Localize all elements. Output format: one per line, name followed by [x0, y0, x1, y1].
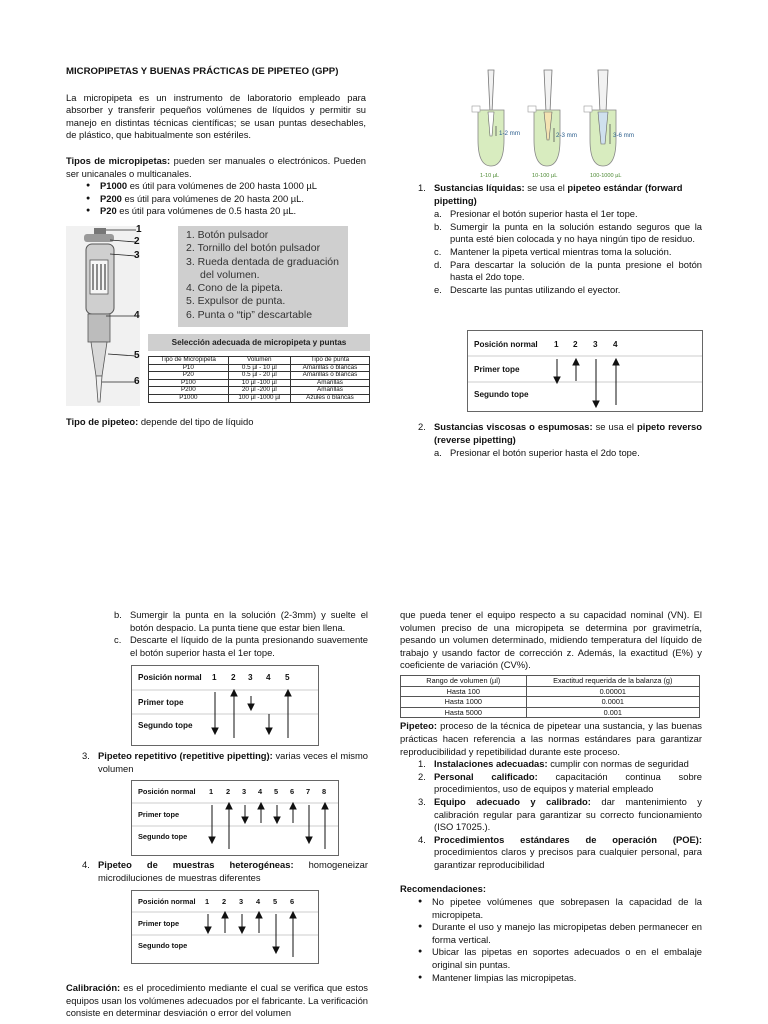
column-header: Volumen [228, 357, 290, 365]
repetitive-pipetting-diagram [131, 780, 339, 856]
repetitive-item [82, 750, 368, 775]
tipo-pipeteo-paragraph [66, 416, 366, 429]
row-label: Posición normal [138, 897, 196, 906]
item-number: 2. [418, 770, 426, 782]
row-label: Primer tope [138, 919, 180, 928]
table-cell: 0.00001 [526, 686, 699, 697]
table-cell: 20 µl -200 µl [228, 387, 290, 395]
table-cell: P10 [149, 364, 229, 372]
part-item: 3. Rueda dentada de graduación [186, 255, 339, 268]
table-cell: Hasta 100 [401, 686, 527, 697]
item-text: varias veces el mismo volumen [98, 750, 368, 774]
left-bottom-column [114, 609, 368, 659]
pipeteo-label: Pipeteo: [400, 720, 437, 732]
item-number: 3. [418, 795, 426, 807]
tipos-text: pueden ser manuales o electrónicos. Pueden ser unicanales o multicanales. [66, 154, 366, 179]
list-item [418, 896, 702, 921]
tipo-pipeteo-label: Tipo de pipeteo: [66, 416, 139, 427]
step-letter: b. [434, 220, 442, 232]
table-cell: Hasta 5000 [401, 707, 527, 718]
callout-number: 1 [136, 224, 142, 235]
table-header-row [401, 675, 700, 686]
step-number: 5 [273, 897, 278, 906]
list-item [418, 921, 702, 946]
heterogeneous-pipetting-diagram [131, 890, 319, 964]
recommendation-text: ● No pipetee volúmenes que sobrepasen la capacidad de la micropipeta. [432, 896, 702, 920]
item-bold: Pipeteo repetitivo (repetitive pipetting): [98, 750, 273, 761]
item-text: se usa el [524, 182, 568, 193]
item-text: cumplir con normas de seguridad [547, 758, 689, 770]
step-number: 1 [209, 787, 214, 796]
list-item [434, 447, 702, 460]
item-number: 4. [82, 859, 90, 870]
tubes-illustration [462, 66, 638, 170]
selection-table [148, 356, 370, 403]
step-text: Mantener la pipeta vertical mientras toma la solución. [450, 245, 672, 257]
tubes-figure [462, 66, 638, 178]
bullet-bold: P200 [100, 192, 122, 204]
callout-number: 3 [134, 250, 140, 261]
tube-depth-label: 3-6 mm [613, 132, 634, 139]
list-item [418, 771, 702, 796]
item-number: 1. [418, 182, 426, 193]
table-cell: P20 [149, 372, 229, 380]
tipo-pipeteo-text: depende del tipo de líquido [138, 416, 254, 427]
step-number: 2 [231, 673, 236, 682]
bullet-bold: P1000 [100, 180, 128, 192]
item-text: procedimientos claros y precisos para cualquier personal, para garantizar reproducibilidad [434, 846, 702, 870]
part-item: 4. Cono de la pipeta. [186, 282, 283, 295]
forward-steps [434, 208, 702, 296]
step-number: 3 [239, 897, 244, 906]
reverse-steps [434, 447, 702, 460]
list-item-reverse-pipetting [418, 421, 702, 446]
right-top-column [418, 182, 702, 296]
item-bold: Procedimientos estándares de operación (POE): [434, 833, 702, 845]
left-top-column [66, 66, 366, 218]
item-text: dar mantenimiento y calibración regular para garantizar su correcto funcionamiento (ISO 17025.). [434, 795, 702, 833]
table-row [401, 686, 700, 697]
list-item [86, 180, 366, 193]
tipos-paragraph [66, 155, 366, 180]
pipette-figure [66, 226, 140, 406]
callout-number: 4 [134, 310, 140, 321]
step-number: 2 [222, 897, 227, 906]
part-item: del volumen. [200, 268, 260, 281]
item-number: 3. [82, 750, 90, 761]
step-number: 3 [593, 340, 598, 349]
step-letter: c. [434, 245, 442, 257]
step-number: 4 [256, 897, 261, 906]
pipeteo-paragraph [400, 720, 702, 758]
step-text: Descarte el líquido de la punta presionando suavemente el botón superior hasta el 1er tope. [130, 634, 368, 658]
item-bold: Personal calificado: [434, 770, 538, 782]
table-cell: P100 [149, 379, 229, 387]
item-bold: Sustancias líquidas: [434, 182, 525, 193]
pipeteo-text: proceso de la técnica de pipetear una sustancia, y las buenas prácticas hacen referencia a las normas estándares para garantizar reproducibilidad y repetibilidad durante este proceso. [400, 720, 702, 757]
column-header: Exactitud requerida de la balanza (g) [526, 675, 699, 686]
column-header: Tipo de Micropipeta [149, 357, 229, 365]
step-letter: c. [114, 634, 122, 646]
callout-number: 6 [134, 376, 140, 387]
page-title: MICROPIPETAS Y BUENAS PRÁCTICAS DE PIPETEO (GPP) [66, 66, 339, 77]
table-cell: P200 [149, 387, 229, 395]
item-bold: Sustancias viscosas o espumosas: [434, 421, 593, 432]
list-item [418, 972, 702, 985]
step-number: 2 [573, 340, 578, 349]
part-item: 1. Botón pulsador [186, 229, 269, 241]
row-label: Posición normal [474, 340, 538, 349]
table-row [149, 394, 370, 402]
list-item [434, 259, 702, 284]
table-cell: Azules o blancas [290, 394, 369, 402]
item-bold: pipeteo estándar (forward pipetting) [434, 182, 683, 206]
item-number: 4. [418, 833, 426, 845]
recommendations-list [418, 896, 702, 984]
step-letter: a. [434, 208, 442, 220]
item-bold: Equipo adecuado y calibrado: [434, 795, 591, 807]
list-item [418, 796, 702, 834]
tipos-label: Tipos de micropipetas: [66, 154, 171, 166]
list-item-heterogeneous-pipetting [82, 859, 368, 884]
column-header: Tipo de punta [290, 357, 369, 365]
recommendation-text: ● Durante el uso y manejo las micropipetas deben permanecer en forma vertical. [432, 921, 702, 945]
step-number: 7 [306, 787, 311, 796]
row-label: Primer tope [138, 810, 180, 819]
callout-number: 2 [134, 236, 140, 247]
step-text: Para descartar la solución de la punta presione el botón hasta el 2do tope. [450, 258, 702, 283]
step-number: 1 [554, 340, 559, 349]
list-item [418, 834, 702, 872]
table-cell: Amarillas [290, 379, 369, 387]
table-cell: Amarillas o blancas [290, 372, 369, 380]
table-cell: Hasta 1000 [401, 697, 527, 708]
item-bold: pipeto reverso (reverse pipetting) [434, 421, 702, 445]
bullet-text: es útil para volúmenes de 200 hasta 1000 µL [127, 180, 318, 192]
right-top-column-2 [418, 421, 702, 460]
step-number: 8 [322, 787, 327, 796]
callout-number: 5 [134, 350, 140, 361]
row-label: Segundo tope [138, 721, 193, 730]
table-cell: 10 µl -100 µl [228, 379, 290, 387]
step-letter: b. [114, 609, 122, 620]
tube-range-label: 10-100 µL [532, 173, 558, 179]
step-number: 5 [274, 787, 279, 796]
recommendations-title: Recomendaciones: [400, 883, 486, 895]
balance-accuracy-table [400, 675, 700, 718]
step-letter: d. [434, 258, 442, 270]
heterogeneous-item [82, 859, 368, 884]
tube-depth-label: 2-3 mm [556, 132, 577, 139]
list-item [434, 221, 702, 246]
selection-table-title: Selección adecuada de micropipeta y puntas [148, 334, 370, 351]
list-item [434, 208, 702, 221]
step-number: 4 [613, 340, 618, 349]
table-cell: 0.0001 [526, 697, 699, 708]
list-item-repetitive-pipetting [82, 750, 368, 775]
list-item [434, 284, 702, 297]
table-cell: 0.001 [526, 707, 699, 718]
row-label: Posición normal [138, 673, 202, 682]
step-number: 5 [285, 673, 290, 682]
step-number: 3 [248, 673, 253, 682]
step-number: 1 [212, 673, 217, 682]
calibration-paragraph [66, 982, 368, 1020]
item-number: 2. [418, 421, 426, 432]
list-item [434, 246, 702, 259]
tube-range-label: 100-1000 µL [590, 173, 622, 179]
item-text: homogeneizar microdiluciones de muestras diferentes [98, 859, 368, 883]
pipette-type-list [86, 180, 366, 218]
row-label: Segundo tope [138, 941, 188, 950]
tube-depth-label: 1-2 mm [499, 130, 520, 137]
item-bold: Pipeteo de muestras heterogéneas: [98, 859, 294, 870]
step-number: 2 [226, 787, 231, 796]
list-item-forward-pipetting [418, 182, 702, 207]
pipette-illustration [66, 226, 140, 406]
item-text: capacitación continua sobre procedimientos, uso de equipos y material empleado [434, 770, 703, 795]
list-item [418, 758, 702, 771]
calibration-text: es el procedimiento mediante el cual se verifica que estos equipos usan los volúmenes adecuados por el fabricante. La verificación consiste en determinar desviación o error del volumen [66, 982, 368, 1019]
step-text: Sumergir la punta en la solución (2-3mm) y suelte el botón despacio. La punta tiene que estar bien llena. [130, 609, 368, 633]
item-number: 1. [418, 758, 426, 770]
step-text: Presionar el botón superior hasta el 1er tope. [450, 208, 638, 220]
item-bold: Instalaciones adecuadas: [434, 758, 548, 770]
intro-paragraph: La micropipeta es un instrumento de laboratorio empleado para absorber y transferir pequeños volúmenes de líquidos y permitir su manejo en distintas técnicas científicas; se usan puntas desechables, de plástico, que habitualmente son estériles. [66, 91, 366, 141]
column-header: Rango de volumen (µl) [401, 675, 527, 686]
list-item [114, 609, 368, 634]
part-item: 2. Tornillo del botón pulsador [186, 242, 321, 255]
bullet-text: es útil para volúmenes de 20 hasta 200 µL. [121, 192, 304, 204]
part-item: 5. Expulsor de punta. [186, 295, 286, 308]
step-number: 1 [205, 897, 210, 906]
parts-list-box [178, 226, 348, 327]
step-number: 6 [290, 787, 295, 796]
calibration-continued: que pueda tener el equipo respecto a su capacidad nominal (VN). El volumen preciso de una micropipeta se determina por gravimetría, pesando un volumen determinado, midiendo temperatura del líquido de trabajo y usando factor de corrección z. Además, la exactitud (E%) y coeficiente de variación (CV%). [400, 609, 702, 671]
recommendation-text: ● Mantener limpias las micropipetas. [432, 971, 577, 983]
right-bottom-column [400, 609, 702, 984]
list-item [114, 634, 368, 659]
table-cell: P1000 [149, 394, 229, 402]
table-cell: Amarillas o blancas [290, 364, 369, 372]
row-label: Posición normal [138, 787, 196, 796]
step-text: Sumergir la punta en la solución estando seguros que la punta esté bien colocada y no haya ningún tipo de residuo. [450, 220, 702, 245]
part-item: 6. Punta o “tip” descartable [186, 308, 313, 321]
bullet-text: es útil para volúmenes de 0.5 hasta 20 µL. [116, 205, 297, 217]
good-practices-list [418, 758, 702, 871]
step-number: 6 [290, 897, 295, 906]
step-text: Descarte las puntas utilizando el eyector. [450, 283, 621, 295]
table-cell: 100 µl -1000 µl [228, 394, 290, 402]
tube-range-label: 1-10 µL [480, 173, 500, 179]
recommendation-text: ● Ubicar las pipetas en soportes adecuados o en el embalaje original sin puntas. [432, 946, 702, 971]
item-text: se usa el [592, 421, 637, 432]
table-header-row [149, 357, 370, 365]
calibration-label: Calibración: [66, 982, 121, 993]
row-label: Segundo tope [474, 390, 529, 399]
list-item [86, 193, 366, 206]
row-label: Primer tope [474, 365, 520, 374]
row-label: Primer tope [138, 698, 184, 707]
reverse-pipetting-diagram [131, 665, 319, 746]
step-number: 4 [266, 673, 271, 682]
step-letter: a. [434, 447, 442, 459]
step-number: 3 [242, 787, 247, 796]
table-cell: 0.5 µl - 20 µl [228, 372, 290, 380]
forward-pipetting-diagram [467, 330, 703, 412]
row-label: Segundo tope [138, 832, 188, 841]
step-text: Presionar el botón superior hasta el 2do tope. [450, 447, 640, 459]
bullet-bold: P20 [100, 205, 117, 217]
table-row [401, 697, 700, 708]
table-cell: 0.5 µl - 10 µl [228, 364, 290, 372]
step-letter: e. [434, 283, 442, 295]
step-number: 4 [258, 787, 263, 796]
table-cell: Amarillas [290, 387, 369, 395]
list-item [86, 205, 366, 218]
table-row [401, 707, 700, 718]
list-item [418, 946, 702, 971]
